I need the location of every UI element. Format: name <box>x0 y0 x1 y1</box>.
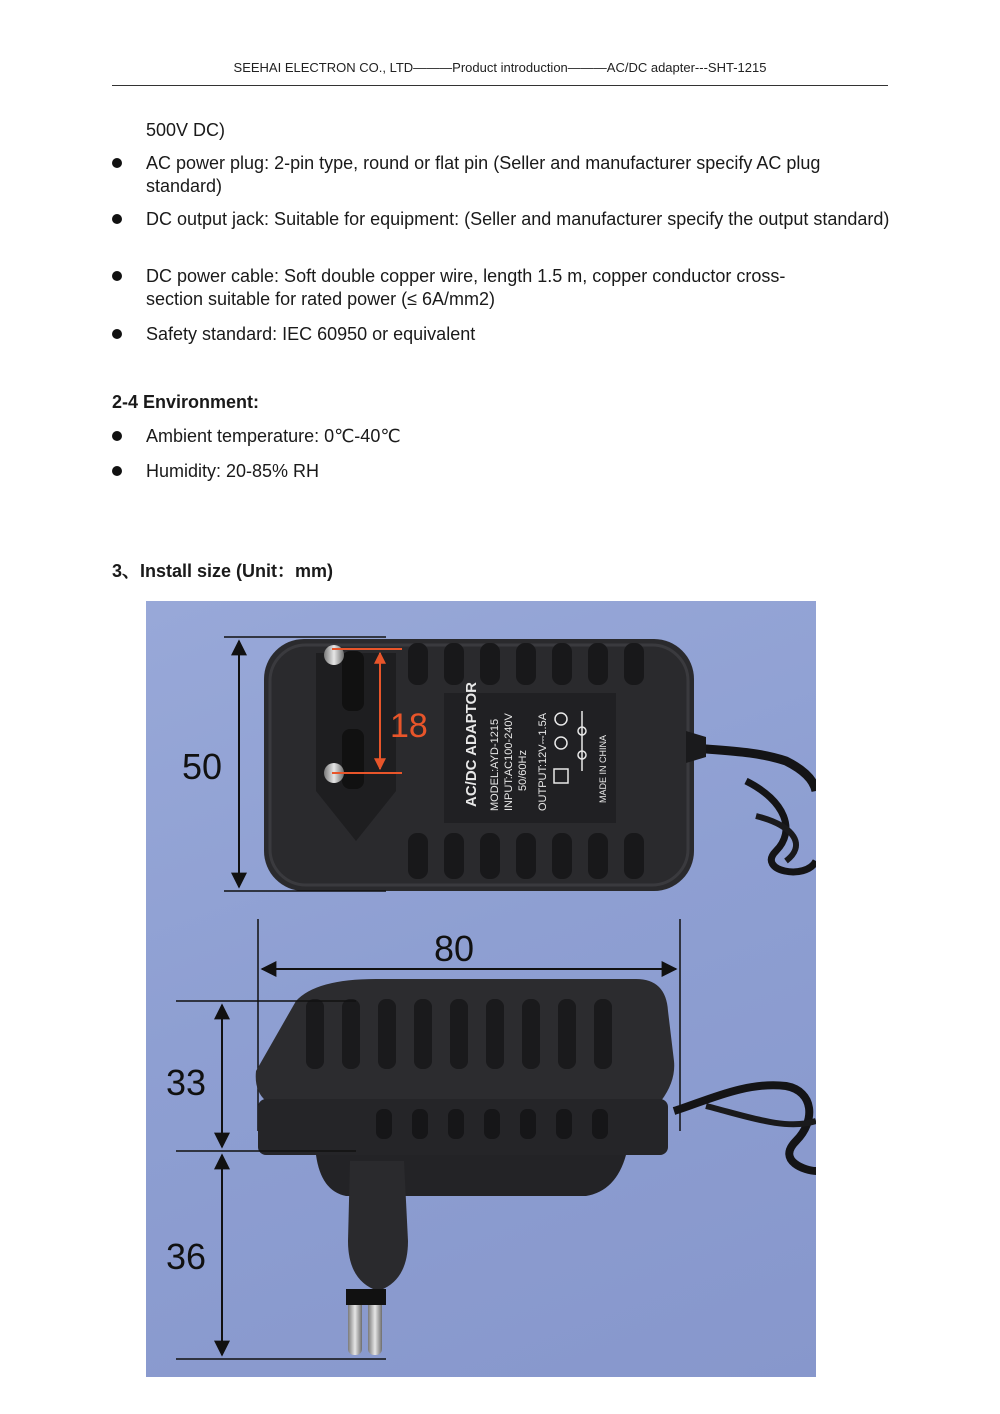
continuation-text: 500V DC) <box>146 120 226 140</box>
header-rule <box>112 85 888 86</box>
label-line-origin: MADE IN CHINA <box>598 734 608 803</box>
bullet-text: Safety standard: IEC 60950 or equivalent <box>146 324 476 344</box>
dim-label-18: 18 <box>390 707 428 745</box>
install-size-heading: 3、Install size (Unit：mm) <box>112 561 334 581</box>
cable-top <box>681 747 816 872</box>
dim-label-50: 50 <box>182 746 223 787</box>
adapter-dimension-photo <box>146 601 816 1377</box>
adapter-side-view <box>256 979 675 1355</box>
dim-label-80: 80 <box>434 928 475 969</box>
environment-heading: 2-4 Environment: <box>112 392 260 412</box>
bullet-text: DC power cable: Soft double copper wire, length 1.5 m, copper conductor cross-section suitable for rated power (≤ 6A/mm2) <box>146 266 786 309</box>
dim-label-33: 33 <box>166 1062 207 1103</box>
bullet-dot-icon <box>112 466 122 476</box>
label-line-input: INPUT:AC100-240V <box>503 713 515 811</box>
adapter-top-view <box>264 639 706 891</box>
bullet-dot-icon <box>112 271 122 281</box>
label-line-frequency: 50/60Hz <box>517 750 529 791</box>
bullet-dot-icon <box>112 329 122 339</box>
bullet-text: Ambient temperature: 0℃-40℃ <box>146 426 401 446</box>
label-line-output: OUTPUT:12V⎓1.5A <box>537 712 549 811</box>
bullet-dot-icon <box>112 431 122 441</box>
label-line-model: MODEL:AYD-1215 <box>489 718 501 811</box>
cable-side <box>674 1085 816 1171</box>
bullet-text: AC power plug: 2-pin type, round or flat pin (Seller and manufacturer specify AC plug standard) <box>146 153 821 196</box>
bullet-dot-icon <box>112 214 122 224</box>
bullet-text: DC output jack: Suitable for equipment: (Seller and manufacturer specify the output standard) <box>146 209 890 229</box>
label-line-title: AC/DC ADAPTOR <box>463 681 480 807</box>
page-header: SEEHAI ELECTRON CO., LTD———Product introduction———AC/DC adapter---SHT-1215 <box>233 60 767 75</box>
bullet-dot-icon <box>112 158 122 168</box>
bullet-text: Humidity: 20-85% RH <box>146 461 320 481</box>
dim-label-36: 36 <box>166 1236 207 1277</box>
